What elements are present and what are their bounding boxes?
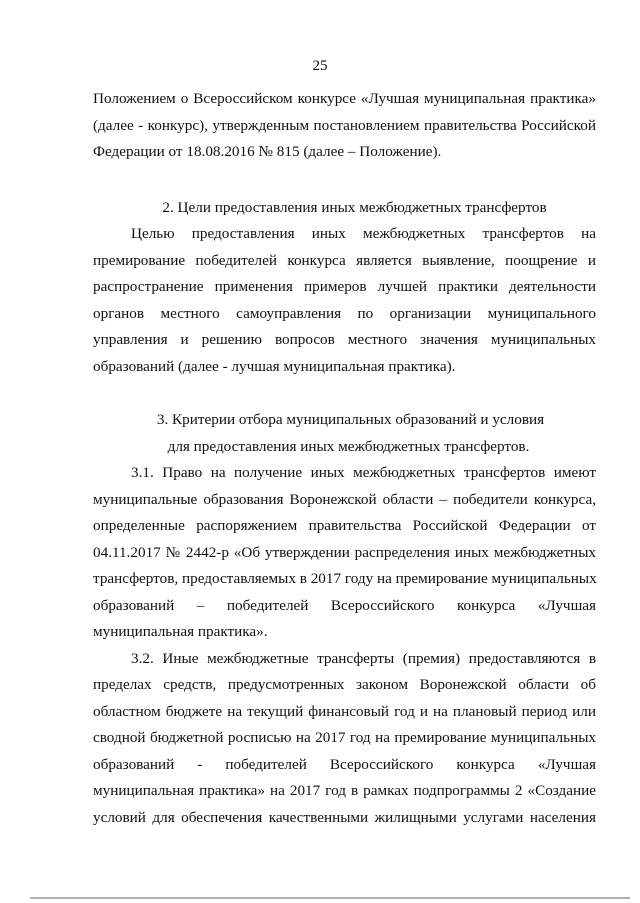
section-3-heading-line-1: 3. Критерии отбора муниципальных образований и условия: [156, 411, 545, 428]
intro-paragraph: [93, 86, 596, 166]
section-3-heading-line-2: для предоставления иных межбюджетных трансфертов.: [167, 437, 530, 455]
page-number: 25: [312, 58, 328, 74]
text-line: областном бюджете на текущий финансовый год и на плановый период или: [93, 702, 596, 720]
text-line: муниципальная практика» на 2017 год в рамках подпрограммы 2 «Создание: [93, 782, 596, 799]
text-line: Федерации от 18.08.2016 № 815 (далее – Положение).: [93, 143, 442, 160]
text-line: образований – победителей Всероссийского конкурса «Лучшая: [93, 596, 596, 614]
paragraph-3-1: [93, 460, 596, 646]
section-2-heading: 2. Цели предоставления иных межбюджетных трансфертов: [162, 198, 547, 216]
text-line: Целью предоставления иных межбюджетных трансфертов на: [131, 225, 596, 242]
text-line: пределах средств, предусмотренных законом Воронежской области об: [93, 676, 596, 693]
text-line: образований (далее - лучшая муниципальная практика).: [93, 357, 456, 375]
text-line: Положением о Всероссийском конкурсе «Лучшая муниципальная практика»: [93, 90, 596, 107]
text-line: органов местного самоуправления по организации муниципального: [93, 304, 596, 322]
text-line: образований - победителей Всероссийского конкурса «Лучшая: [93, 755, 596, 773]
text-line: премирование победителей конкурса является выявление, поощрение и: [93, 251, 596, 269]
section-2-paragraph: [93, 221, 596, 380]
text-line: (далее - конкурс), утвержденным постановлением правительства Российской: [93, 116, 596, 134]
text-line: распространение применения примеров лучшей практики деятельности: [93, 278, 596, 295]
text-line: 3.1. Право на получение иных межбюджетных трансфертов имеют: [131, 464, 596, 481]
text-line: определенные распоряжением правительства Российской Федерации от: [93, 517, 596, 534]
paragraph-3-2: [93, 646, 596, 832]
text-line: условий для обеспечения качественными жилищными услугами населения: [93, 808, 596, 826]
text-line: управления и решению вопросов местного значения муниципальных: [93, 331, 596, 348]
text-line: 3.2. Иные межбюджетные трансферты (премия) предоставляются в: [131, 649, 596, 667]
text-line: трансфертов, предоставляемых в 2017 году на премирование муниципальных: [93, 570, 597, 587]
text-line: муниципальные образования Воронежской области – победители конкурса,: [93, 490, 596, 508]
document-body: [93, 86, 596, 831]
text-line: муниципальная практика».: [93, 623, 268, 640]
text-line: сводной бюджетной росписью на 2017 год на премирование муниципальных: [93, 729, 596, 746]
scan-edge-line: [30, 897, 630, 899]
text-line: 04.11.2017 № 2442-р «Об утверждении распределения иных межбюджетных: [93, 543, 596, 561]
